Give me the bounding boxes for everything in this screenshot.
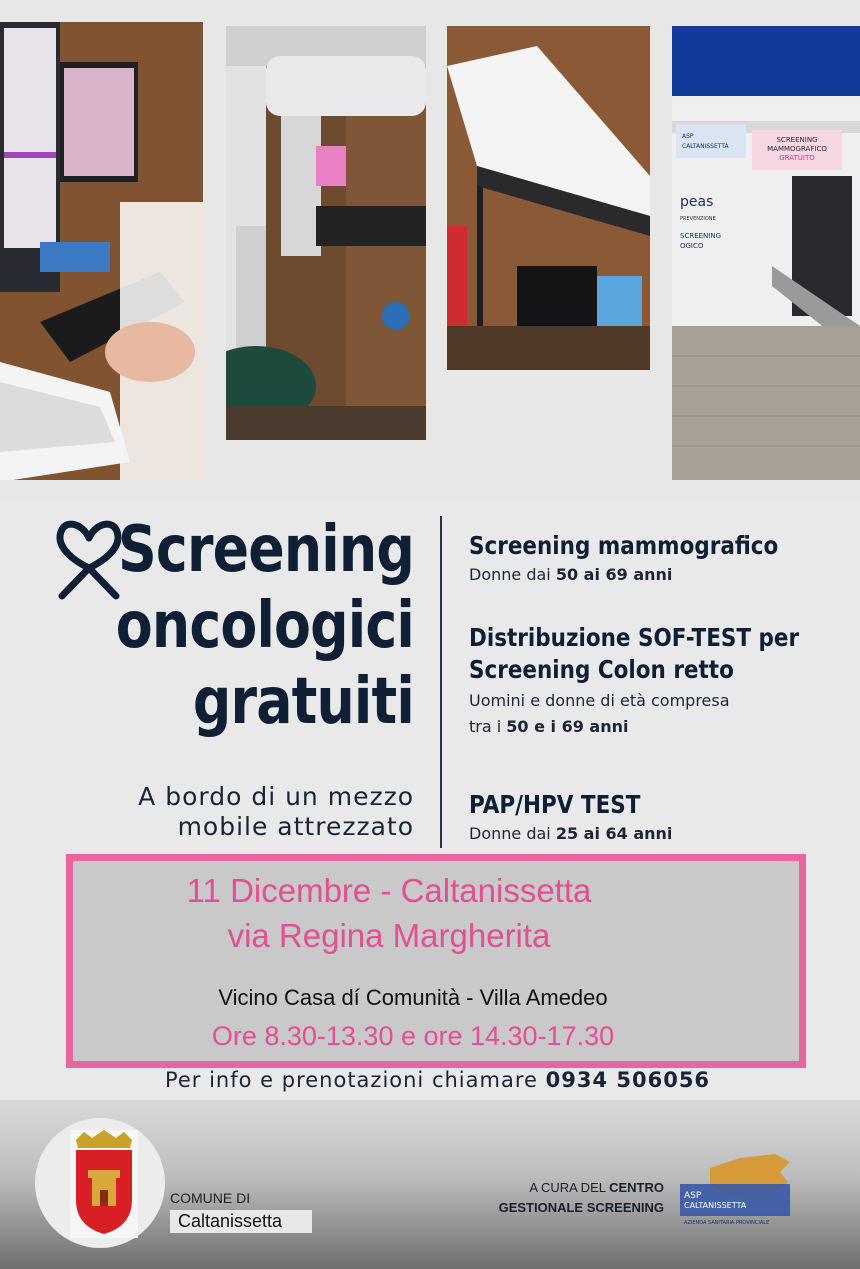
service-desc-age: 50 e i 69 anni xyxy=(506,717,629,736)
info-text: Per info e prenotazioni chiamare xyxy=(164,1068,546,1092)
photo-mobile-unit-truck xyxy=(672,26,860,480)
photo-mammography-machine xyxy=(226,26,426,440)
comune-label: COMUNE DI xyxy=(170,1190,251,1206)
service-desc-age: 50 ai 69 anni xyxy=(555,565,673,584)
cura-prefix: A CURA DEL xyxy=(529,1180,610,1195)
service-desc-prefix: tra i xyxy=(469,717,507,736)
title-line-2: oncologici xyxy=(115,589,414,663)
event-hours: Ore 8.30-13.30 e ore 14.30-17.30 xyxy=(211,1021,615,1051)
service-sof-test xyxy=(469,622,853,740)
service-desc xyxy=(469,821,672,847)
truck-banner-line3: GRATUITO xyxy=(779,154,815,162)
service-name-line-1: Distribuzione SOF-TEST per xyxy=(469,623,800,652)
service-pap-hpv xyxy=(469,789,672,847)
truck-badge-line1: ASP xyxy=(682,133,694,140)
service-desc-line-1: Uomini e donne di età compresa xyxy=(469,691,730,710)
event-date-city: 11 Dicembre - Caltanissetta xyxy=(186,872,592,909)
info-line xyxy=(0,1068,860,1092)
service-mammography xyxy=(469,530,829,588)
event-street: via Regina Margherita xyxy=(227,917,551,954)
photo-workstation xyxy=(0,22,203,480)
truck-side-line1: peas xyxy=(680,194,714,210)
service-desc-age: 25 ai 64 anni xyxy=(555,824,673,843)
photo-exam-bed xyxy=(447,26,650,370)
service-name: PAP/HPV TEST xyxy=(469,790,641,819)
cura-line-2: GESTIONALE SCREENING xyxy=(498,1200,664,1215)
subtitle xyxy=(138,782,414,842)
service-desc-prefix: Donne dai xyxy=(469,824,556,843)
cura-bold: CENTRO xyxy=(609,1180,664,1195)
truck-side-line3: SCREENING xyxy=(680,232,722,240)
event-landmark: Vicino Casa dí Comunità - Villa Amedeo xyxy=(218,985,608,1010)
organizer-credit xyxy=(488,1178,664,1218)
asp-logo-line2: CALTANISSETTA xyxy=(684,1201,747,1210)
photo-collage xyxy=(0,0,860,500)
service-desc xyxy=(469,562,829,588)
asp-logo xyxy=(680,1148,800,1228)
asp-logo-line1: ASP xyxy=(684,1191,702,1201)
event-box xyxy=(66,854,806,1068)
title-line-1: Screening xyxy=(118,513,414,587)
subtitle-line-1: A bordo di un mezzo xyxy=(138,782,414,811)
truck-badge-line2: CALTANISSETTA xyxy=(682,143,729,150)
truck-banner-line2: MAMMOGRAFICO xyxy=(767,145,827,153)
comune-crest-icon xyxy=(70,1130,138,1238)
service-desc-prefix: Donne dai xyxy=(469,565,556,584)
vertical-divider xyxy=(440,516,442,848)
truck-side-line4: OGICO xyxy=(680,242,704,250)
service-name-line-2: Screening Colon retto xyxy=(469,655,734,684)
info-phone: 0934 506056 xyxy=(545,1068,711,1092)
page-title xyxy=(116,512,414,740)
service-desc-line-2 xyxy=(469,714,853,740)
subtitle-line-2: mobile attrezzato xyxy=(177,812,414,841)
service-name: Screening mammografico xyxy=(469,531,779,560)
truck-side-line2: PREVENZIONE xyxy=(680,216,716,222)
asp-logo-line3: AZIENDA SANITARIA PROVINCIALE xyxy=(684,1220,770,1226)
truck-banner-line1: SCREENING xyxy=(776,136,818,144)
title-line-3: gratuiti xyxy=(192,665,414,739)
comune-name: Caltanissetta xyxy=(170,1210,312,1233)
